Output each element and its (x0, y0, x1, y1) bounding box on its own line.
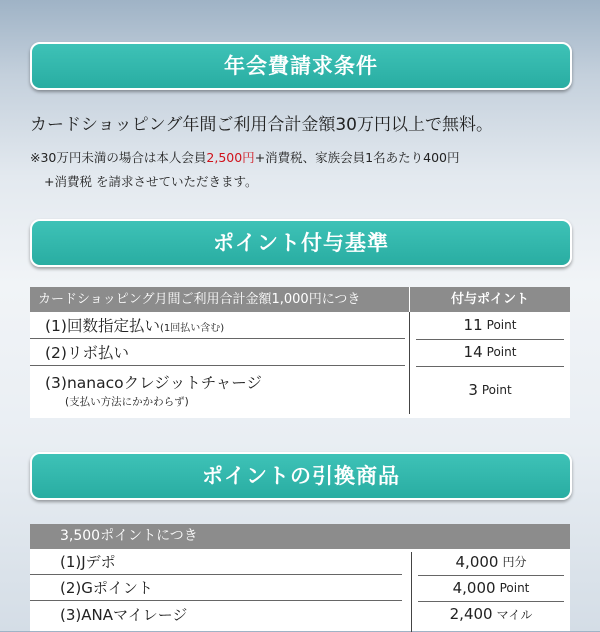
point-table-divider (409, 312, 410, 414)
row-points-unit: Point (481, 383, 512, 397)
point-criteria-table (30, 287, 570, 418)
point-criteria-banner: ポイント付与基準 (30, 219, 572, 267)
annual-fee-banner: 年会費請求条件 (30, 42, 572, 90)
annual-fee-note (30, 146, 575, 194)
annual-fee-lead: カードショッピング年間ご利用合計金額30万円以上で無料。 (30, 115, 493, 135)
table-row (30, 575, 570, 601)
row-label: (1)Jデポ (30, 549, 402, 575)
row-label-small: (1回払い含む) (159, 323, 225, 334)
row-value: 4,000 (455, 552, 499, 571)
note-text-after: +消費税、家族会員1名あたり400円 (254, 150, 460, 165)
row-unit: 円分 (502, 555, 527, 569)
row-points: 3 (468, 381, 478, 399)
table-row (30, 339, 570, 366)
point-table-header-right: 付与ポイント (450, 292, 529, 307)
note-text-line2: +消費税 を請求させていただきます。 (44, 174, 258, 189)
table-row (30, 312, 570, 339)
table-row (30, 549, 570, 575)
note-price: 2,500円 (206, 150, 255, 165)
point-table-header-left: カードショッピング月間ご利用合計金額1,000円につき (30, 287, 410, 312)
row-label: (2)リボ払い (45, 344, 129, 362)
row-value: 2,400 (449, 605, 493, 623)
row-points: 11 (463, 316, 483, 334)
note-text-before: ※30万円未満の場合は本人会員 (30, 150, 207, 165)
exchange-table-header: 3,500ポイントにつき (30, 524, 570, 549)
row-points-unit: Point (486, 318, 517, 332)
row-unit: Point (499, 580, 530, 595)
table-row (30, 601, 570, 627)
row-points: 14 (463, 343, 483, 361)
row-label: (1)回数指定払い (45, 317, 160, 335)
row-unit: マイル (496, 607, 533, 622)
exchange-items-banner: ポイントの引換商品 (30, 452, 572, 500)
row-points-unit: Point (486, 345, 517, 359)
row-sublabel: (支払い方法にかかわらず) (65, 396, 189, 408)
exchange-items-table (30, 524, 570, 631)
point-table-header (30, 287, 570, 312)
row-label: (3)ANAマイレージ (60, 605, 188, 624)
row-label: (3)nanacoクレジットチャージ (45, 374, 262, 392)
table-row (30, 366, 570, 414)
row-value: 4,000 (452, 578, 496, 597)
exchange-table-divider (411, 552, 412, 632)
row-label: (2)Gポイント (30, 575, 402, 601)
